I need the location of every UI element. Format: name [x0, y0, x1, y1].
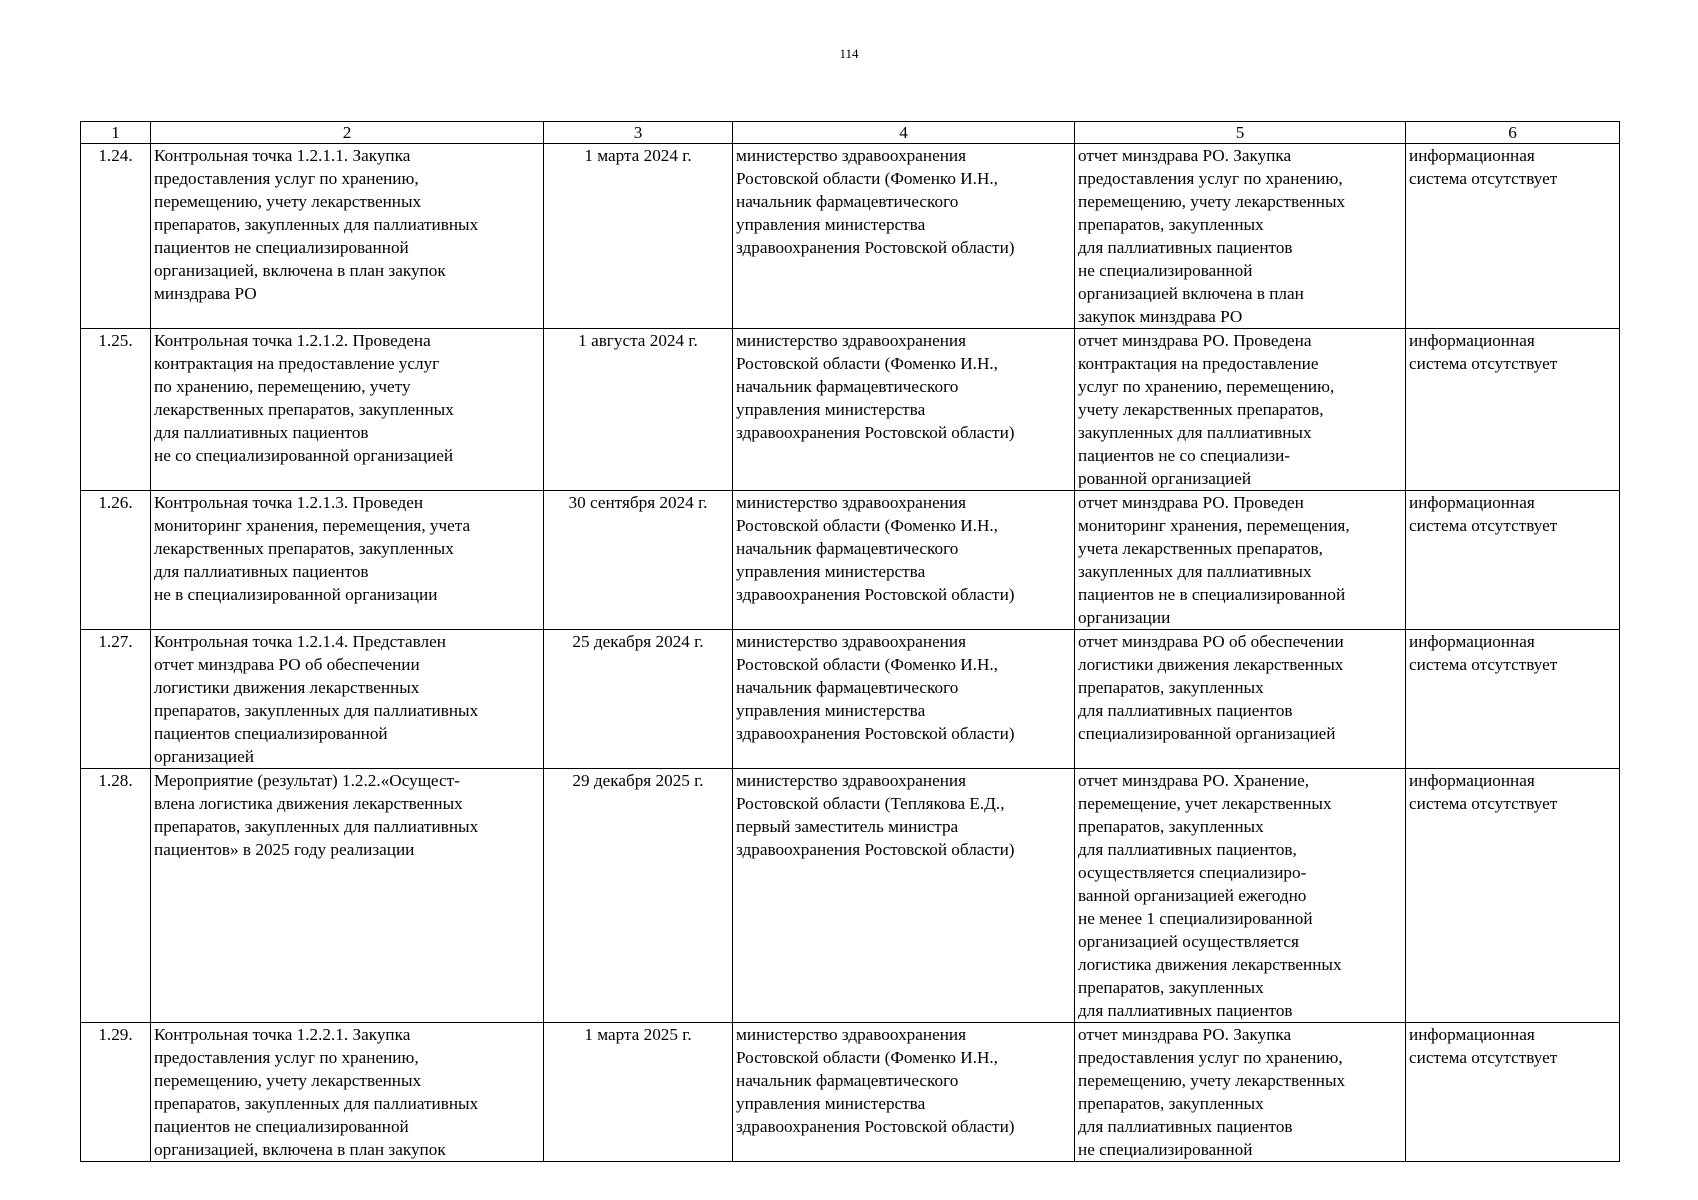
responsible-executor-cell — [733, 491, 1075, 630]
cell-text-line: отчет минздрава РО. Проведена — [1078, 331, 1312, 350]
information-system-cell — [1406, 1023, 1620, 1162]
cell-text-line: предоставления услуг по хранению, — [1078, 169, 1343, 188]
column-header: 1 — [81, 122, 151, 144]
cell-text-line: логистики движения лекарственных — [1078, 655, 1344, 674]
cell-text-line: Ростовской области (Фоменко И.Н., — [736, 1048, 998, 1067]
cell-text-line: контрактация на предоставление услуг — [154, 354, 440, 373]
table-row — [81, 144, 1620, 329]
cell-text-line: не менее 1 специализированной — [1078, 909, 1313, 928]
responsible-executor-cell — [733, 329, 1075, 491]
cell-text-line: осуществляется специализиро- — [1078, 863, 1307, 882]
cell-text-line: для паллиативных пациентов — [1078, 701, 1293, 720]
cell-text-line: Контрольная точка 1.2.1.1. Закупка — [154, 146, 411, 165]
cell-text-line: Контрольная точка 1.2.1.3. Проведен — [154, 493, 424, 512]
table-row — [81, 630, 1620, 769]
cell-text-line: система отсутствует — [1409, 655, 1558, 674]
cell-text-line: организацией осуществляется — [1078, 932, 1299, 951]
cell-text-line: не специализированной — [1078, 261, 1253, 280]
cell-text-line: перемещение, учет лекарственных — [1078, 794, 1332, 813]
page-number: 114 — [839, 46, 859, 61]
cell-text-line: информационная — [1409, 146, 1535, 165]
table-row — [81, 329, 1620, 491]
cell-text-line: мониторинг хранения, перемещения, учета — [154, 516, 471, 535]
cell-text-line: не со специализированной организацией — [154, 446, 454, 465]
cell-text-line: информационная — [1409, 771, 1535, 790]
cell-text-line: пациентов не в специализированной — [1078, 585, 1346, 604]
cell-text-line: рованной организацией — [1078, 469, 1252, 488]
cell-text-line: пациентов» в 2025 году реализации — [154, 840, 415, 859]
column-header: 4 — [733, 122, 1075, 144]
cell-text-line: министерство здравоохранения — [736, 146, 967, 165]
deadline-date-cell: 1 августа 2024 г. — [544, 329, 733, 491]
cell-text-line: Ростовской области (Фоменко И.Н., — [736, 516, 998, 535]
cell-text-line: управления министерства — [736, 1094, 926, 1113]
cell-text-line: отчет минздрава РО об обеспечении — [154, 655, 420, 674]
cell-text-line: закупленных для паллиативных — [1078, 423, 1312, 442]
cell-text-line: препаратов, закупленных для паллиативных — [154, 1094, 479, 1113]
plan-table — [80, 121, 1620, 1162]
cell-text-line: специализированной организацией — [1078, 724, 1336, 743]
cell-text-line: организацией, включена в план закупок — [154, 1140, 446, 1159]
cell-text-line: управления министерства — [736, 215, 926, 234]
cell-text-line: контрактация на предоставление — [1078, 354, 1319, 373]
cell-text-line: мониторинг хранения, перемещения, — [1078, 516, 1350, 535]
row-number-cell: 1.29. — [81, 1023, 151, 1162]
cell-text-line: пациентов специализированной — [154, 724, 388, 743]
cell-text-line: отчет минздрава РО. Закупка — [1078, 1025, 1292, 1044]
cell-text-line: лекарственных препаратов, закупленных — [154, 539, 454, 558]
cell-text-line: Контрольная точка 1.2.2.1. Закупка — [154, 1025, 411, 1044]
information-system-cell — [1406, 630, 1620, 769]
confirming-document-cell — [1075, 1023, 1406, 1162]
cell-text-line: министерство здравоохранения — [736, 493, 967, 512]
description-cell — [151, 491, 544, 630]
cell-text-line: информационная — [1409, 632, 1535, 651]
cell-text-line: организации — [1078, 608, 1171, 627]
deadline-date-cell: 30 сентября 2024 г. — [544, 491, 733, 630]
cell-text-line: Контрольная точка 1.2.1.4. Представлен — [154, 632, 446, 651]
cell-text-line: закупок минздрава РО — [1078, 307, 1243, 326]
cell-text-line: минздрава РО — [154, 284, 257, 303]
cell-text-line: управления министерства — [736, 701, 926, 720]
table-row — [81, 769, 1620, 1023]
cell-text-line: препаратов, закупленных — [1078, 978, 1264, 997]
cell-text-line: лекарственных препаратов, закупленных — [154, 400, 454, 419]
cell-text-line: начальник фармацевтического — [736, 192, 959, 211]
confirming-document-cell — [1075, 491, 1406, 630]
cell-text-line: министерство здравоохранения — [736, 771, 967, 790]
cell-text-line: закупленных для паллиативных — [1078, 562, 1312, 581]
description-cell — [151, 630, 544, 769]
description-cell — [151, 769, 544, 1023]
cell-text-line: логистики движения лекарственных — [154, 678, 420, 697]
cell-text-line: отчет минздрава РО. Хранение, — [1078, 771, 1310, 790]
cell-text-line: перемещению, учету лекарственных — [1078, 192, 1346, 211]
responsible-executor-cell — [733, 144, 1075, 329]
cell-text-line: учета лекарственных препаратов, — [1078, 539, 1323, 558]
cell-text-line: предоставления услуг по хранению, — [154, 169, 419, 188]
row-number-cell: 1.24. — [81, 144, 151, 329]
cell-text-line: Ростовской области (Теплякова Е.Д., — [736, 794, 1005, 813]
cell-text-line: первый заместитель министра — [736, 817, 959, 836]
cell-text-line: препаратов, закупленных для паллиативных — [154, 701, 479, 720]
responsible-executor-cell — [733, 1023, 1075, 1162]
cell-text-line: начальник фармацевтического — [736, 377, 959, 396]
cell-text-line: Контрольная точка 1.2.1.2. Проведена — [154, 331, 431, 350]
cell-text-line: Мероприятие (результат) 1.2.2.«Осущест- — [154, 771, 460, 790]
cell-text-line: не специализированной — [1078, 1140, 1253, 1159]
column-header: 6 — [1406, 122, 1620, 144]
deadline-date-cell: 25 декабря 2024 г. — [544, 630, 733, 769]
table-row — [81, 1023, 1620, 1162]
cell-text-line: для паллиативных пациентов, — [1078, 840, 1297, 859]
column-header: 5 — [1075, 122, 1406, 144]
column-header: 3 — [544, 122, 733, 144]
cell-text-line: пациентов не специализированной — [154, 238, 409, 257]
deadline-date-cell: 1 марта 2025 г. — [544, 1023, 733, 1162]
cell-text-line: предоставления услуг по хранению, — [154, 1048, 419, 1067]
cell-text-line: здравоохранения Ростовской области) — [736, 423, 1015, 442]
deadline-date-cell: 29 декабря 2025 г. — [544, 769, 733, 1023]
cell-text-line: Ростовской области (Фоменко И.Н., — [736, 169, 998, 188]
information-system-cell — [1406, 329, 1620, 491]
deadline-date-cell: 1 марта 2024 г. — [544, 144, 733, 329]
cell-text-line: система отсутствует — [1409, 169, 1558, 188]
cell-text-line: влена логистика движения лекарственных — [154, 794, 463, 813]
cell-text-line: учету лекарственных препаратов, — [1078, 400, 1324, 419]
cell-text-line: для паллиативных пациентов — [1078, 238, 1293, 257]
table-row — [81, 491, 1620, 630]
cell-text-line: логистика движения лекарственных — [1078, 955, 1342, 974]
cell-text-line: здравоохранения Ростовской области) — [736, 840, 1015, 859]
cell-text-line: управления министерства — [736, 400, 926, 419]
confirming-document-cell — [1075, 769, 1406, 1023]
table-body — [81, 144, 1620, 1162]
cell-text-line: здравоохранения Ростовской области) — [736, 724, 1015, 743]
cell-text-line: Ростовской области (Фоменко И.Н., — [736, 354, 998, 373]
information-system-cell — [1406, 144, 1620, 329]
description-cell — [151, 1023, 544, 1162]
table-header-row — [81, 122, 1620, 144]
row-number-cell: 1.28. — [81, 769, 151, 1023]
cell-text-line: для паллиативных пациентов — [1078, 1117, 1293, 1136]
cell-text-line: информационная — [1409, 331, 1535, 350]
row-number-cell: 1.26. — [81, 491, 151, 630]
cell-text-line: по хранению, перемещению, учету — [154, 377, 411, 396]
row-number-cell: 1.27. — [81, 630, 151, 769]
cell-text-line: отчет минздрава РО. Проведен — [1078, 493, 1304, 512]
responsible-executor-cell — [733, 630, 1075, 769]
cell-text-line: информационная — [1409, 1025, 1535, 1044]
information-system-cell — [1406, 491, 1620, 630]
information-system-cell — [1406, 769, 1620, 1023]
cell-text-line: препаратов, закупленных — [1078, 1094, 1264, 1113]
responsible-executor-cell — [733, 769, 1075, 1023]
cell-text-line: услуг по хранению, перемещению, — [1078, 377, 1335, 396]
row-number-cell: 1.25. — [81, 329, 151, 491]
cell-text-line: начальник фармацевтического — [736, 1071, 959, 1090]
cell-text-line: препаратов, закупленных для паллиативных — [154, 817, 479, 836]
cell-text-line: организацией включена в план — [1078, 284, 1304, 303]
cell-text-line: министерство здравоохранения — [736, 632, 967, 651]
cell-text-line: препаратов, закупленных — [1078, 678, 1264, 697]
cell-text-line: ванной организацией ежегодно — [1078, 886, 1307, 905]
cell-text-line: препаратов, закупленных — [1078, 817, 1264, 836]
cell-text-line: система отсутствует — [1409, 516, 1558, 535]
cell-text-line: предоставления услуг по хранению, — [1078, 1048, 1343, 1067]
cell-text-line: не в специализированной организации — [154, 585, 438, 604]
description-cell — [151, 144, 544, 329]
cell-text-line: система отсутствует — [1409, 354, 1558, 373]
cell-text-line: начальник фармацевтического — [736, 539, 959, 558]
cell-text-line: отчет минздрава РО об обеспечении — [1078, 632, 1344, 651]
confirming-document-cell — [1075, 144, 1406, 329]
cell-text-line: система отсутствует — [1409, 794, 1558, 813]
cell-text-line: министерство здравоохранения — [736, 331, 967, 350]
cell-text-line: для паллиативных пациентов — [1078, 1001, 1293, 1020]
cell-text-line: перемещению, учету лекарственных — [1078, 1071, 1346, 1090]
cell-text-line: начальник фармацевтического — [736, 678, 959, 697]
cell-text-line: Ростовской области (Фоменко И.Н., — [736, 655, 998, 674]
cell-text-line: для паллиативных пациентов — [154, 562, 369, 581]
cell-text-line: препаратов, закупленных для паллиативных — [154, 215, 479, 234]
cell-text-line: здравоохранения Ростовской области) — [736, 585, 1015, 604]
confirming-document-cell — [1075, 329, 1406, 491]
cell-text-line: министерство здравоохранения — [736, 1025, 967, 1044]
cell-text-line: перемещению, учету лекарственных — [154, 192, 422, 211]
cell-text-line: система отсутствует — [1409, 1048, 1558, 1067]
cell-text-line: здравоохранения Ростовской области) — [736, 1117, 1015, 1136]
cell-text-line: пациентов не специализированной — [154, 1117, 409, 1136]
cell-text-line: организацией, включена в план закупок — [154, 261, 446, 280]
cell-text-line: пациентов не со специализи- — [1078, 446, 1291, 465]
cell-text-line: управления министерства — [736, 562, 926, 581]
column-header: 2 — [151, 122, 544, 144]
cell-text-line: отчет минздрава РО. Закупка — [1078, 146, 1292, 165]
cell-text-line: здравоохранения Ростовской области) — [736, 238, 1015, 257]
cell-text-line: организацией — [154, 747, 254, 766]
cell-text-line: для паллиативных пациентов — [154, 423, 369, 442]
cell-text-line: информационная — [1409, 493, 1535, 512]
description-cell — [151, 329, 544, 491]
confirming-document-cell — [1075, 630, 1406, 769]
cell-text-line: перемещению, учету лекарственных — [154, 1071, 422, 1090]
cell-text-line: препаратов, закупленных — [1078, 215, 1264, 234]
